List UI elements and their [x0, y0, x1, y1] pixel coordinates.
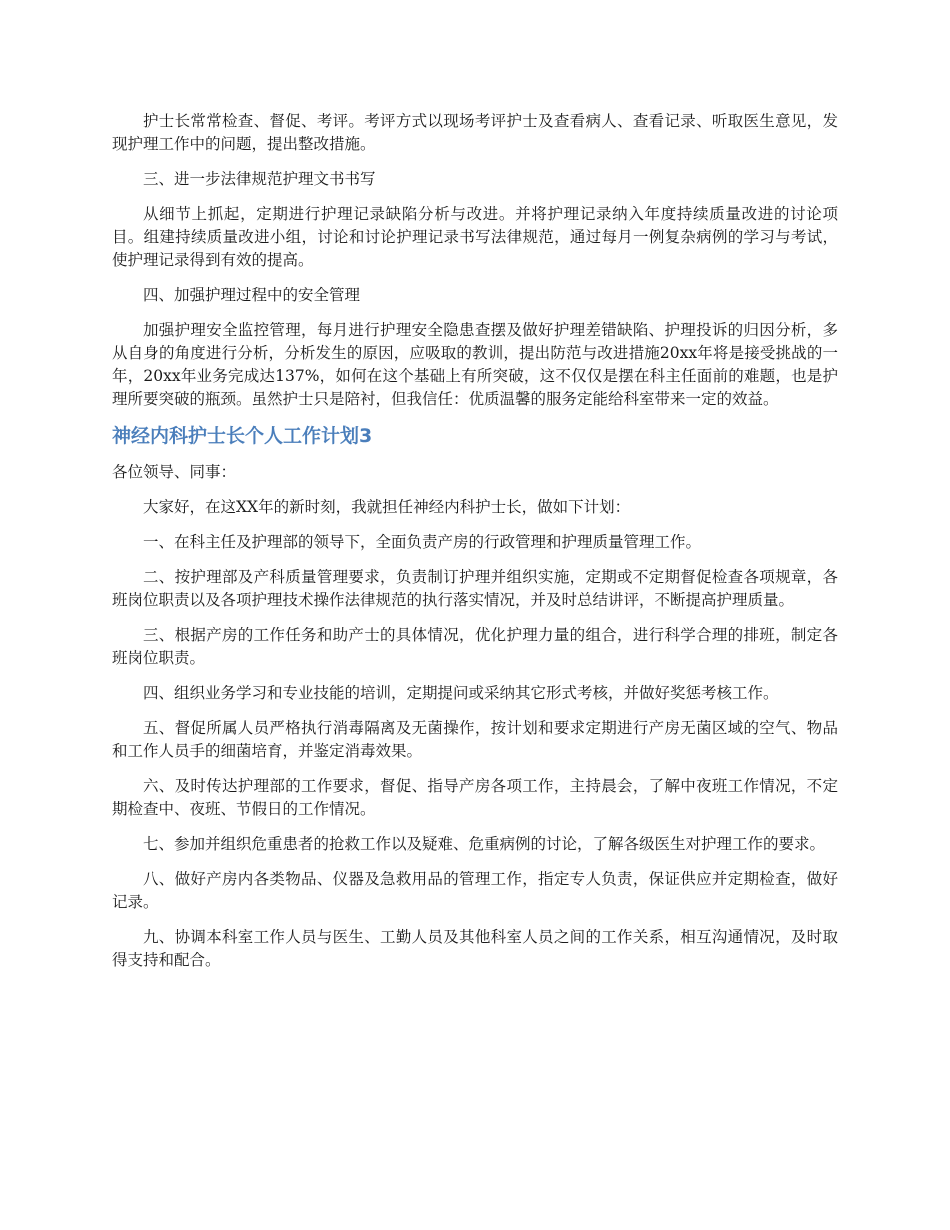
salutation: 各位领导、同事：	[112, 463, 237, 481]
paragraph: 从细节上抓起，定期进行护理记录缺陷分析与改进。并将护理记录纳入年度持续质量改进的讨论项目。组建持续质量改进小组，讨论和讨论护理记录书写法律规范，通过每月一例复杂病例的学习与考试，使护理记录得到有效的提高。	[112, 205, 838, 269]
section-title: 四、加强护理过程中的安全管理	[143, 286, 361, 304]
list-item: 九、协调本科室工作人员与医生、工勤人员及其他科室人员之间的工作关系，相互沟通情况，及时取得支持和配合。	[112, 928, 838, 969]
list-item: 八、做好产房内各类物品、仪器及急救用品的管理工作，指定专人负责，保证供应并定期检查，做好记录。	[112, 870, 838, 911]
list-item: 五、督促所属人员严格执行消毒隔离及无菌操作，按计划和要求定期进行产房无菌区域的空气、物品和工作人员手的细菌培育，并鉴定消毒效果。	[112, 719, 838, 760]
list-item: 六、及时传达护理部的工作要求，督促、指导产房各项工作，主持晨会，了解中夜班工作情况，不定期检查中、夜班、节假日的工作情况。	[112, 777, 838, 818]
list-item: 三、根据产房的工作任务和助产士的具体情况，优化护理力量的组合，进行科学合理的排班，制定各班岗位职责。	[112, 626, 838, 667]
document-heading: 神经内科护士长个人工作计划3	[112, 425, 373, 447]
section-title: 三、进一步法律规范护理文书书写	[143, 170, 376, 188]
paragraph: 加强护理安全监控管理，每月进行护理安全隐患查摆及做好护理差错缺陷、护理投诉的归因分析，多从自身的角度进行分析，分析发生的原因，应吸取的教训，提出防范与改进措施20xx年将是接受挑战的一年，20xx年业务完成达137%，如何在这个基础上有所突破，这不仅仅是摆在科主任面前的难题，也是护理所要突破的瓶颈。虽然护士只是陪衬，但我信任：优质温馨的服务定能给科室带来一定的效益。	[112, 321, 838, 408]
list-item: 一、在科主任及护理部的领导下，全面负责产房的行政管理和护理质量管理工作。	[143, 533, 702, 551]
list-item: 七、参加并组织危重患者的抢救工作以及疑难、危重病例的讨论，了解各级医生对护理工作的要求。	[143, 835, 826, 853]
document-page	[112, 110, 838, 984]
paragraph: 大家好，在这XX年的新时刻，我就担任神经内科护士长，做如下计划：	[143, 498, 631, 516]
paragraph: 护士长常常检查、督促、考评。考评方式以现场考评护士及查看病人、查看记录、听取医生意见，发现护理工作中的问题，提出整改措施。	[112, 112, 838, 153]
list-item: 四、组织业务学习和专业技能的培训，定期提问或采纳其它形式考核，并做好奖惩考核工作。	[143, 684, 779, 702]
list-item: 二、按护理部及产科质量管理要求，负责制订护理并组织实施，定期或不定期督促检查各项规章，各班岗位职责以及各项护理技术操作法律规范的执行落实情况，并及时总结讲评，不断提高护理质量。	[112, 568, 838, 609]
